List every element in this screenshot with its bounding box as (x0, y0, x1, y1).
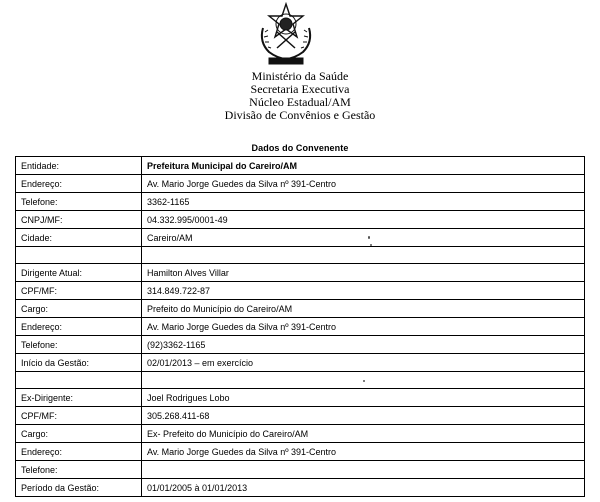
table-row (16, 407, 585, 425)
table-row (16, 264, 585, 282)
table-row (16, 175, 585, 193)
ministry-header (0, 70, 600, 122)
scan-speck (368, 236, 370, 239)
endereco-value: Av. Mario Jorge Guedes da Silva nº 391-Centro (142, 175, 585, 193)
cargo-value: Prefeito do Município do Careiro/AM (142, 300, 585, 318)
telefone-value (142, 461, 585, 479)
header-line-division: Divisão de Convênios e Gestão (224, 108, 376, 122)
entidade-label: Entidade: (16, 157, 142, 175)
table-row (16, 336, 585, 354)
periodo-gestao-label: Período da Gestão: (16, 479, 142, 497)
table-row (16, 318, 585, 336)
scan-speck (370, 244, 372, 246)
table-row (16, 461, 585, 479)
cargo-value: Ex- Prefeito do Município do Careiro/AM (142, 425, 585, 443)
blank-row (16, 247, 585, 264)
endereco-label: Endereço: (16, 443, 142, 461)
cpf-value: 314.849.722-87 (142, 282, 585, 300)
cnpj-value: 04.332.995/0001-49 (142, 211, 585, 229)
endereco-label: Endereço: (16, 318, 142, 336)
table-row (16, 300, 585, 318)
inicio-gestao-value: 02/01/2013 – em exercício (142, 354, 585, 372)
telefone-label: Telefone: (16, 193, 142, 211)
cpf-label: CPF/MF: (16, 407, 142, 425)
table-row (16, 425, 585, 443)
telefone-label: Telefone: (16, 336, 142, 354)
ex-dirigente-label: Ex-Dirigente: (16, 389, 142, 407)
table-row (16, 229, 585, 247)
cpf-label: CPF/MF: (16, 282, 142, 300)
cargo-label: Cargo: (16, 300, 142, 318)
brazil-coat-of-arms-emblem (255, 2, 317, 68)
endereco-value: Av. Mario Jorge Guedes da Silva nº 391-Centro (142, 318, 585, 336)
endereco-value: Av. Mario Jorge Guedes da Silva nº 391-Centro (142, 443, 585, 461)
blank-row (16, 372, 585, 389)
periodo-gestao-value: 01/01/2005 à 01/01/2013 (142, 479, 585, 497)
cnpj-label: CNPJ/MF: (16, 211, 142, 229)
table-row (16, 389, 585, 407)
telefone-label: Telefone: (16, 461, 142, 479)
ex-dirigente-value: Joel Rodrigues Lobo (142, 389, 585, 407)
endereco-label: Endereço: (16, 175, 142, 193)
table-row (16, 282, 585, 300)
entidade-value: Prefeitura Municipal do Careiro/AM (142, 157, 585, 175)
dirigente-atual-value: Hamilton Alves Villar (142, 264, 585, 282)
cidade-label: Cidade: (16, 229, 142, 247)
header-line-ministry: Ministério da Saúde (251, 69, 349, 83)
scan-speck (363, 380, 365, 382)
table-row (16, 443, 585, 461)
convenente-table (15, 156, 585, 497)
table-row (16, 354, 585, 372)
cargo-label: Cargo: (16, 425, 142, 443)
table-row (16, 479, 585, 497)
telefone-value: (92)3362-1165 (142, 336, 585, 354)
inicio-gestao-label: Início da Gestão: (16, 354, 142, 372)
table-row (16, 157, 585, 175)
cpf-value: 305.268.411-68 (142, 407, 585, 425)
header-line-secretariat: Secretaria Executiva (250, 82, 350, 96)
header-line-nucleus: Núcleo Estadual/AM (249, 95, 351, 109)
telefone-value: 3362-1165 (142, 193, 585, 211)
table-row (16, 211, 585, 229)
cidade-value: Careiro/AM (142, 229, 585, 247)
dirigente-atual-label: Dirigente Atual: (16, 264, 142, 282)
table-row (16, 193, 585, 211)
section-title: Dados do Convenente (251, 143, 349, 153)
